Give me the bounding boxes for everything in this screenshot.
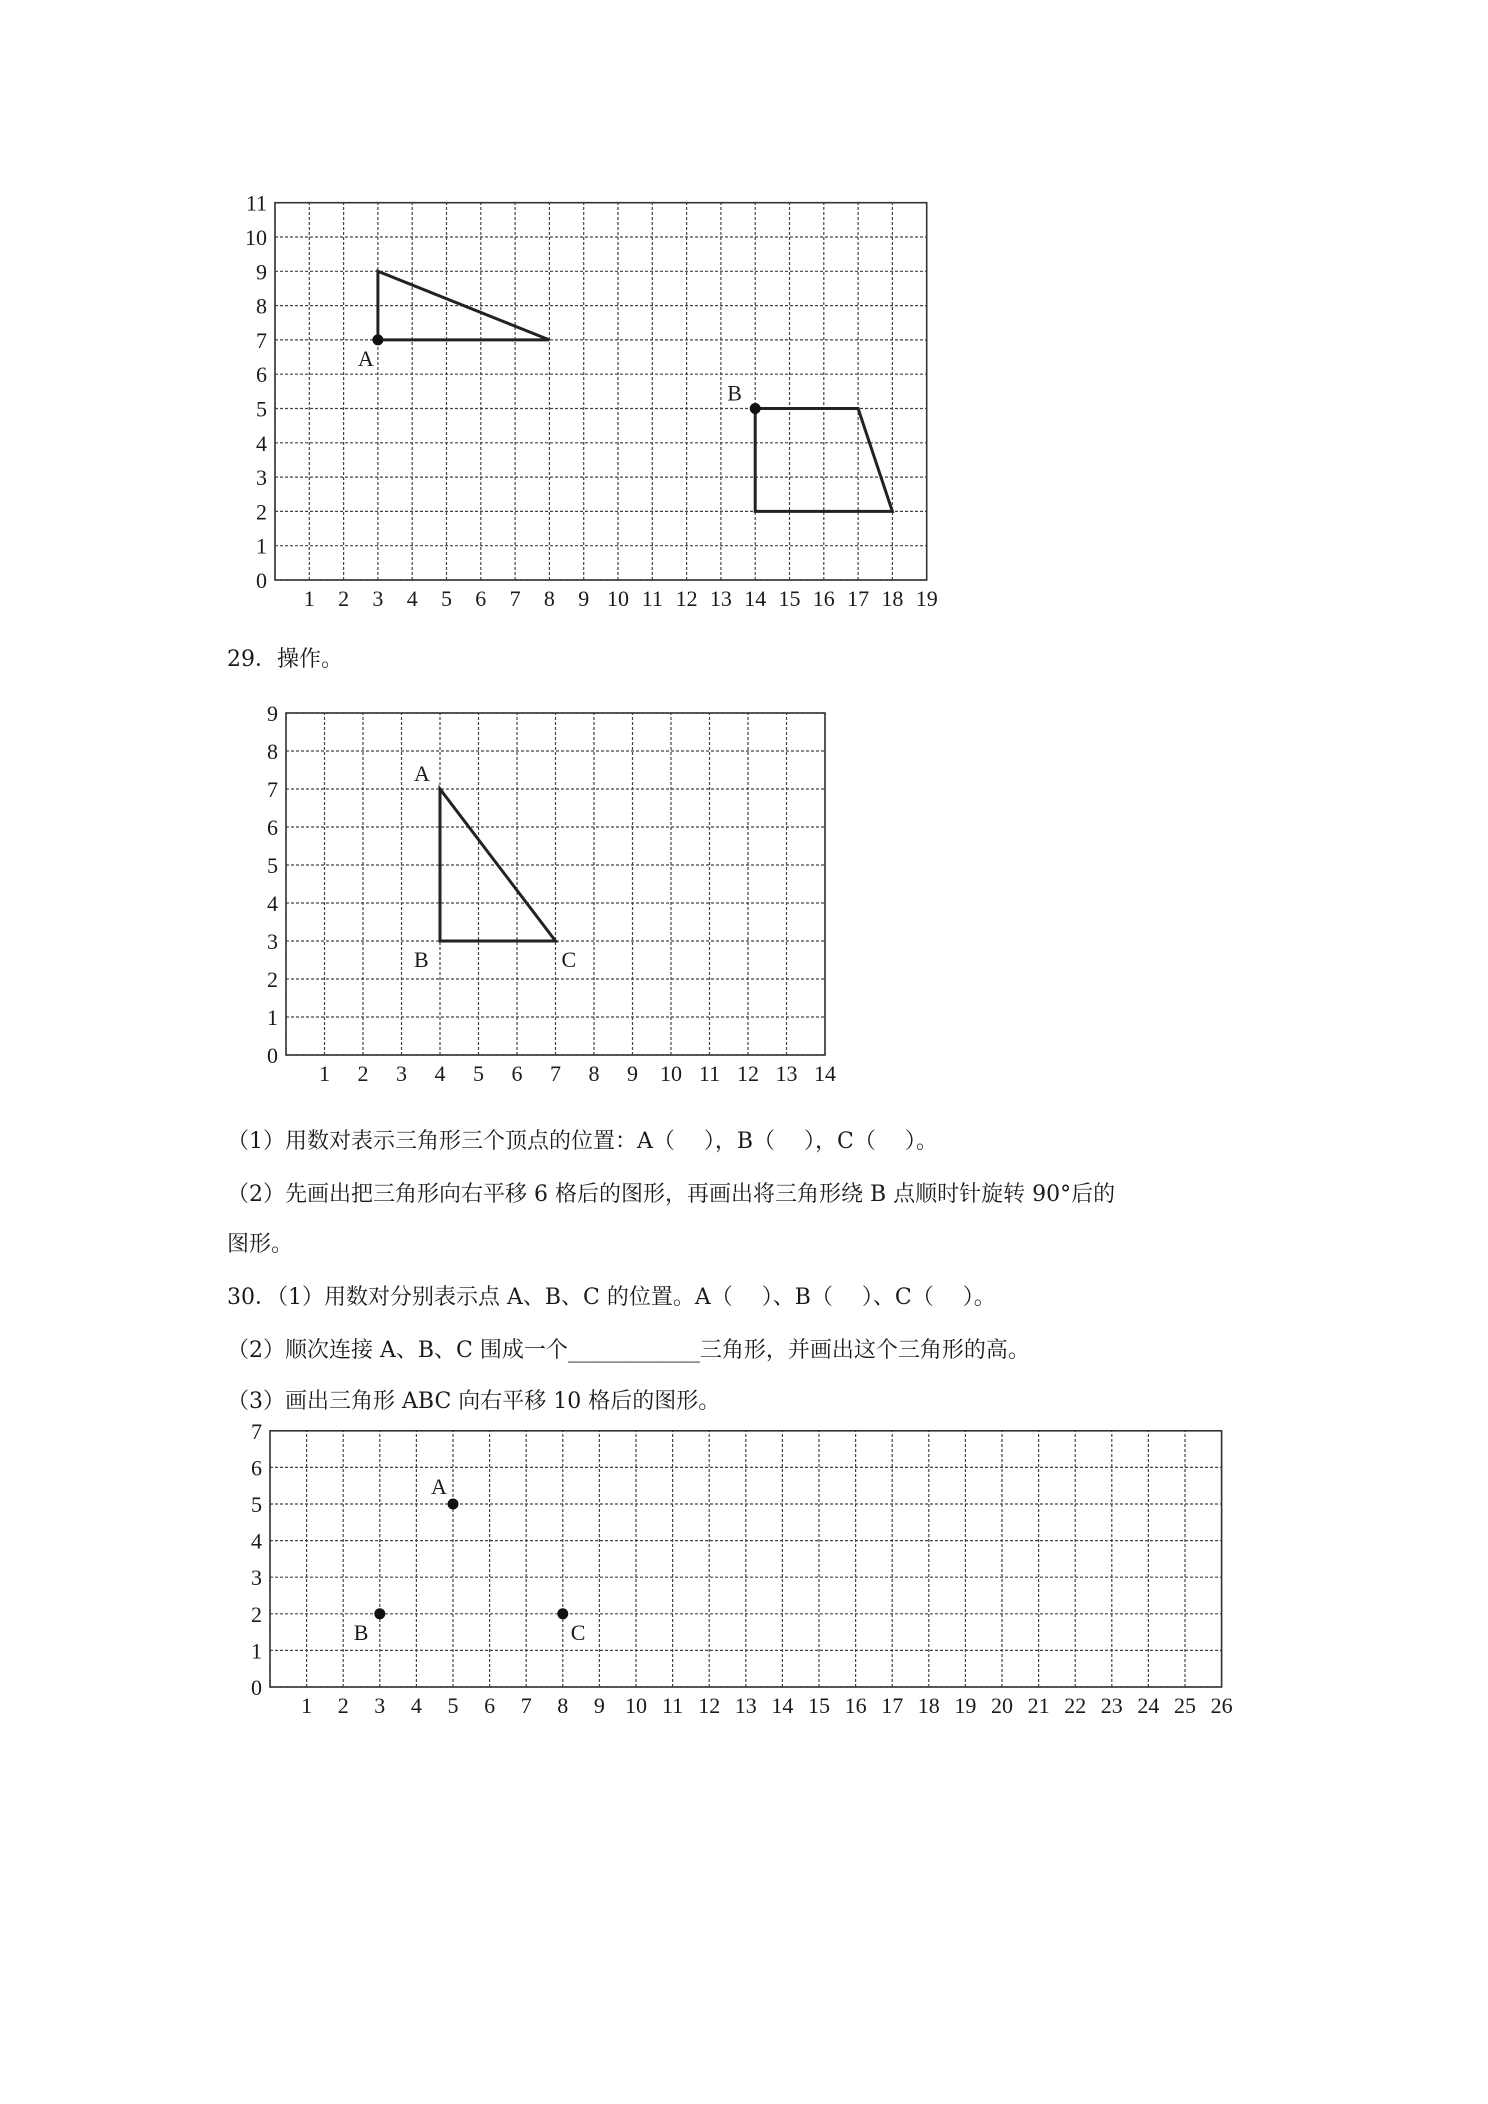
x-tick-label: 20 [991,1693,1013,1718]
x-tick-label: 8 [588,1061,600,1086]
x-tick-label: 6 [484,1693,496,1718]
point-label-b: B [727,380,742,406]
x-tick-label: 4 [406,586,418,611]
coordinate-grid-3 [232,1418,1252,1732]
x-tick-label: 10 [660,1061,682,1086]
x-tick-label: 15 [808,1693,830,1718]
x-tick-label: 4 [410,1693,422,1718]
x-tick-label: 7 [550,1061,561,1086]
x-tick-label: 1 [319,1061,330,1086]
x-tick-label: 18 [917,1693,940,1718]
x-tick-label: 9 [627,1061,638,1086]
q30-part1: 30．（1）用数对分别表示点 A、B、C 的位置。A（ ）、B（ ）、C（ ）。 [227,1285,996,1310]
point-dot [448,1499,459,1510]
point-label-a: A [414,761,430,786]
x-tick-label: 5 [473,1061,484,1086]
y-tick-label: 3 [256,465,267,491]
y-tick-label: 2 [256,499,267,525]
y-tick-label: 4 [267,891,278,916]
q29-part2-line2: 图形。 [227,1232,294,1257]
x-tick-label: 14 [744,586,767,611]
point-label-a: A [357,345,374,371]
x-tick-label: 11 [662,1693,684,1718]
x-tick-label: 17 [881,1693,904,1718]
x-tick-label: 1 [301,1693,313,1718]
x-tick-label: 4 [434,1061,446,1086]
x-tick-label: 6 [511,1061,523,1086]
y-tick-label: 7 [256,327,267,353]
x-tick-label: 1 [303,586,315,611]
x-tick-label: 3 [396,1061,407,1086]
y-tick-label: 3 [251,1565,262,1591]
x-tick-label: 13 [734,1693,757,1718]
point-label-a: A [431,1474,447,1499]
x-tick-label: 10 [625,1693,647,1718]
y-tick-label: 6 [251,1455,262,1481]
q30-part2: （2）顺次连接 A、B、C 围成一个____________三角形，并画出这个三角形的高。 [227,1338,1030,1363]
y-tick-label: 6 [256,362,267,388]
point-label-c: C [570,1619,586,1645]
x-tick-label: 5 [447,1693,459,1718]
x-tick-label: 2 [338,586,350,611]
x-tick-label: 23 [1100,1693,1123,1718]
x-tick-label: 14 [814,1061,836,1086]
point-dot [374,1608,385,1619]
x-tick-label: 16 [812,586,835,611]
x-tick-label: 8 [543,586,555,611]
x-tick-label: 7 [520,1693,532,1718]
x-tick-label: 26 [1210,1693,1233,1718]
y-tick-label: 11 [245,190,267,216]
x-tick-label: 2 [357,1061,369,1086]
x-tick-label: 17 [847,586,870,611]
x-tick-label: 13 [775,1061,798,1086]
y-tick-label: 1 [267,1005,278,1030]
point-label-b: B [353,1619,369,1645]
y-tick-label: 10 [245,225,267,250]
y-tick-label: 1 [256,533,267,559]
y-tick-label: 6 [267,815,278,840]
q29-part2-line1: （2）先画出把三角形向右平移 6 格后的图形，再画出将三角形绕 B 点顺时针旋转 90°后的 [227,1182,1116,1207]
coordinate-grid-2 [248,700,848,1100]
x-tick-label: 12 [675,586,698,611]
x-tick-label: 11 [641,586,663,611]
y-tick-label: 2 [251,1601,262,1627]
grid-frame [275,203,927,580]
y-tick-label: 2 [267,967,278,992]
point-label-b: B [414,947,429,972]
y-tick-label: 4 [251,1528,262,1554]
point-label-c: C [561,947,577,972]
x-tick-label: 10 [607,586,629,611]
y-tick-label: 0 [267,1043,278,1068]
x-tick-label: 19 [915,586,938,611]
y-tick-label: 5 [267,853,278,878]
q30-part3: （3）画出三角形 ABC 向右平移 10 格后的图形。 [227,1389,721,1414]
x-tick-label: 3 [372,586,384,611]
x-tick-label: 8 [557,1693,569,1718]
point-dot [372,334,383,345]
y-tick-label: 0 [256,568,267,593]
x-tick-label: 6 [475,586,487,611]
x-tick-label: 9 [593,1693,605,1718]
y-tick-label: 3 [267,929,278,954]
y-tick-label: 5 [251,1492,262,1517]
shape-outline [378,271,550,340]
y-tick-label: 4 [256,430,267,456]
q29-part1: （1）用数对表示三角形三个顶点的位置：A（ ），B（ ），C（ ）。 [227,1129,938,1154]
x-tick-label: 13 [709,586,732,611]
q29-title: 29．操作。 [227,647,343,672]
x-tick-label: 24 [1137,1693,1160,1718]
y-tick-label: 7 [267,777,278,802]
x-tick-label: 5 [441,586,452,611]
x-tick-label: 16 [844,1693,867,1718]
x-tick-label: 21 [1027,1693,1050,1718]
point-dot [557,1608,568,1619]
x-tick-label: 14 [771,1693,794,1718]
x-tick-label: 3 [374,1693,386,1718]
coordinate-grid-1 [230,190,950,615]
x-tick-label: 22 [1064,1693,1087,1718]
x-tick-label: 15 [778,586,801,611]
y-tick-label: 0 [251,1675,262,1700]
y-tick-label: 5 [256,396,267,422]
y-tick-label: 8 [267,739,278,764]
x-tick-label: 19 [954,1693,977,1718]
y-tick-label: 7 [251,1418,262,1444]
y-tick-label: 1 [251,1638,262,1664]
x-tick-label: 12 [698,1693,721,1718]
x-tick-label: 25 [1174,1693,1196,1718]
point-dot [750,403,761,414]
x-tick-label: 2 [337,1693,349,1718]
y-tick-label: 8 [256,293,267,319]
x-tick-label: 12 [737,1061,759,1086]
x-tick-label: 9 [578,586,590,611]
y-tick-label: 9 [267,701,278,726]
x-tick-label: 7 [509,586,521,611]
x-tick-label: 11 [698,1061,721,1086]
y-tick-label: 9 [256,259,267,285]
x-tick-label: 18 [881,586,904,611]
